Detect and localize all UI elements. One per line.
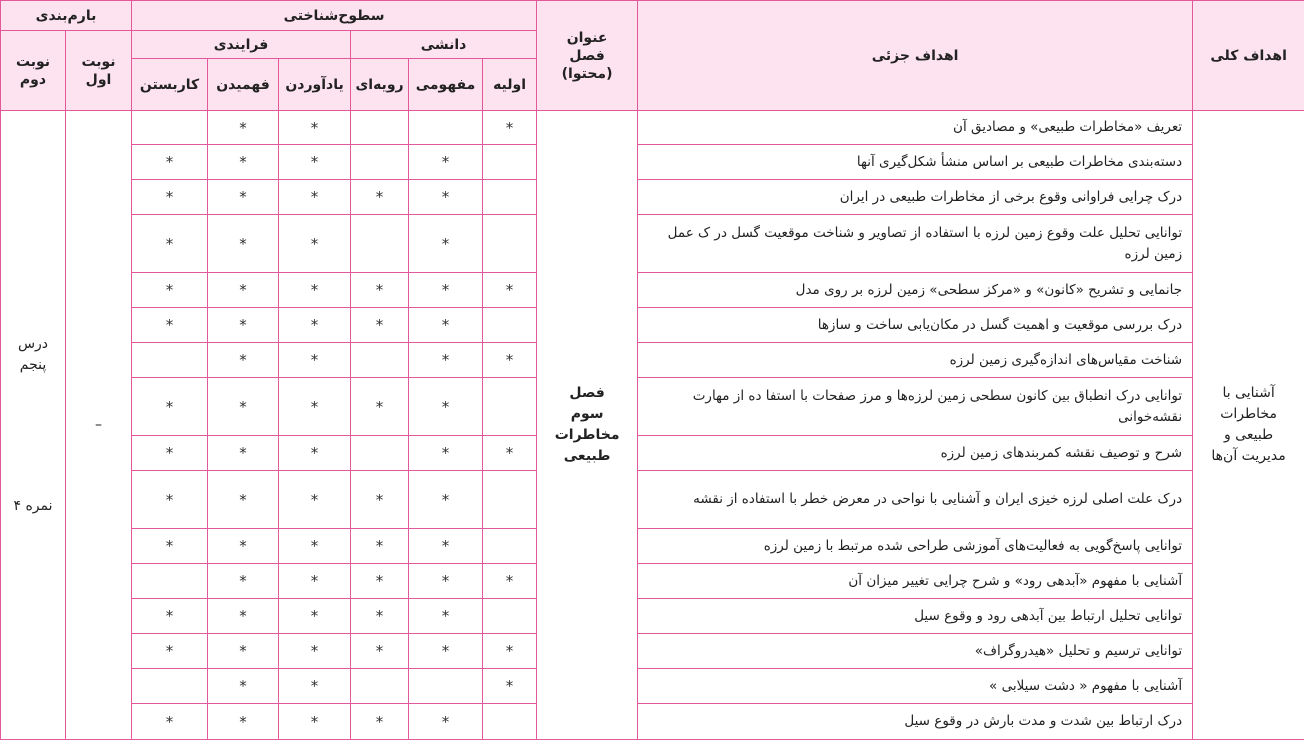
level-mark: *	[279, 436, 351, 471]
level-mark: *	[132, 436, 208, 471]
level-mark: *	[409, 634, 483, 669]
level-mark: *	[208, 599, 279, 634]
level-mark: *	[132, 471, 208, 529]
level-mark	[351, 343, 409, 378]
sub-goal-text: توانایی پاسخ‌گویی به فعالیت‌های آموزشی طراحی شده مرتبط با زمین لرزه	[638, 529, 1193, 564]
sub-goal-text: درک علت اصلی لرزه خیزی ایران و آشنایی با نواحی در معرض خطر با استفاده از نقشه	[638, 471, 1193, 529]
sub-goal-text: درک چرایی فراوانی وقوع برخی از مخاطرات طبیعی در ایران	[638, 180, 1193, 215]
level-mark: *	[279, 634, 351, 669]
sub-goal-text: توانایی تحلیل علت وقوع زمین لرزه با استفاده از تصاویر و شناخت موقعیت گسل در ک عمل زمین لرزه	[638, 215, 1193, 273]
level-mark	[132, 111, 208, 145]
level-mark: *	[279, 308, 351, 343]
level-mark: *	[208, 529, 279, 564]
level-mark: *	[208, 471, 279, 529]
level-mark: *	[208, 436, 279, 471]
level-mark: *	[351, 634, 409, 669]
level-mark: *	[409, 180, 483, 215]
level-mark	[483, 180, 537, 215]
sub-goal-text: دسته‌بندی مخاطرات طبیعی بر اساس منشأ شکل‌گیری آنها	[638, 145, 1193, 180]
level-mark	[483, 378, 537, 436]
level-mark: *	[132, 634, 208, 669]
sub-goal-text: شناخت مقیاس‌های اندازه‌گیری زمین لرزه	[638, 343, 1193, 378]
general-goals-header: اهداف کلی	[1193, 1, 1304, 111]
level-mark	[351, 669, 409, 704]
level-mark: *	[351, 308, 409, 343]
table-row	[1, 704, 1304, 740]
sub-goal-text: تعریف «مخاطرات طبیعی» و مصادیق آن	[638, 111, 1193, 145]
level-mark: *	[351, 704, 409, 740]
general-goal-cell	[1193, 111, 1304, 740]
understanding-header: فهمیدن	[208, 59, 279, 111]
cognitive-levels-header: سطوح‌شناختی	[132, 1, 537, 31]
level-mark: *	[208, 669, 279, 704]
table-row	[1, 273, 1304, 308]
level-mark: *	[409, 343, 483, 378]
level-mark: *	[483, 273, 537, 308]
level-mark: *	[409, 145, 483, 180]
chapter-title: فصل سوم مخاطرات طبیعی	[554, 385, 620, 464]
level-mark: *	[279, 471, 351, 529]
level-mark: *	[132, 308, 208, 343]
level-mark: *	[208, 704, 279, 740]
remembering-header: یادآوردن	[279, 59, 351, 111]
table-row	[1, 145, 1304, 180]
level-mark: *	[351, 471, 409, 529]
spacer	[1, 376, 65, 496]
level-mark: *	[409, 564, 483, 599]
term-first-header	[66, 31, 132, 111]
level-mark: *	[351, 564, 409, 599]
lesson-label: درس پنجم	[17, 335, 49, 373]
level-mark	[351, 145, 409, 180]
level-mark: *	[409, 471, 483, 529]
table-row	[1, 564, 1304, 599]
level-mark	[483, 599, 537, 634]
level-mark: *	[208, 111, 279, 145]
level-mark	[351, 215, 409, 273]
grading-header: بارم‌بندی	[1, 1, 132, 31]
level-mark: *	[483, 669, 537, 704]
level-mark: *	[351, 599, 409, 634]
level-mark: *	[279, 599, 351, 634]
table-row	[1, 669, 1304, 704]
level-mark: *	[483, 436, 537, 471]
level-mark: *	[279, 564, 351, 599]
level-mark	[483, 471, 537, 529]
table-row	[1, 215, 1304, 273]
level-mark: *	[279, 669, 351, 704]
level-mark: *	[132, 529, 208, 564]
level-mark	[483, 145, 537, 180]
level-mark: *	[132, 273, 208, 308]
level-mark	[409, 111, 483, 145]
level-mark: *	[351, 180, 409, 215]
sub-goal-text: آشنایی با مفهوم «آبدهی رود» و شرح چرایی تغییر میزان آن	[638, 564, 1193, 599]
level-mark: *	[208, 378, 279, 436]
sub-goals-header: اهداف جزئی	[638, 1, 1193, 111]
level-mark	[483, 308, 537, 343]
chapter-title-header-text: عنوان فصل (محتوا)	[561, 29, 613, 82]
sub-goal-text: شرح و توصیف نقشه کمربندهای زمین لرزه	[638, 436, 1193, 471]
table-row	[1, 378, 1304, 436]
sub-goal-text: توانایی ترسیم و تحلیل «هیدروگراف»	[638, 634, 1193, 669]
level-mark: *	[483, 343, 537, 378]
chapter-title-header	[537, 1, 638, 111]
table-row	[1, 111, 1304, 145]
level-mark: *	[208, 180, 279, 215]
sub-goal-text: درک ارتباط بین شدت و مدت بارش در وقوع سیل	[638, 704, 1193, 740]
level-mark: *	[483, 564, 537, 599]
level-mark: *	[132, 180, 208, 215]
table-row	[1, 471, 1304, 529]
level-mark	[351, 436, 409, 471]
table-row	[1, 634, 1304, 669]
score-label: ۴ نمره	[13, 497, 53, 514]
knowledge-header: دانشی	[351, 31, 537, 59]
level-mark: *	[409, 599, 483, 634]
level-mark: *	[483, 111, 537, 145]
level-mark: *	[279, 180, 351, 215]
procedural-header: رویه‌ای	[351, 59, 409, 111]
level-mark: *	[279, 529, 351, 564]
level-mark: *	[208, 273, 279, 308]
level-mark	[483, 529, 537, 564]
level-mark: *	[409, 704, 483, 740]
level-mark: *	[132, 599, 208, 634]
level-mark: *	[409, 378, 483, 436]
term-second-cell	[1, 111, 66, 740]
process-header: فرایندی	[132, 31, 351, 59]
level-mark: *	[132, 145, 208, 180]
term-second-header	[1, 31, 66, 111]
level-mark: *	[208, 343, 279, 378]
level-mark: *	[279, 343, 351, 378]
level-mark: *	[279, 111, 351, 145]
sub-goal-text: توانایی درک انطباق بین کانون سطحی زمین لرزه‌ها و مرز صفحات با استفا ده از مهارت نقشه‌خوانی	[638, 378, 1193, 436]
table-row	[1, 180, 1304, 215]
application-header: کاربستن	[132, 59, 208, 111]
level-mark	[351, 111, 409, 145]
level-mark: *	[208, 215, 279, 273]
level-mark: *	[279, 704, 351, 740]
level-mark: *	[279, 215, 351, 273]
table-body	[1, 111, 1304, 740]
sub-goal-text: توانایی تحلیل ارتباط بین آبدهی رود و وقوع سیل	[638, 599, 1193, 634]
level-mark: *	[409, 436, 483, 471]
level-mark: *	[279, 145, 351, 180]
chapter-cell	[537, 111, 638, 740]
table-row	[1, 599, 1304, 634]
general-goal-text: آشنایی با مخاطرات طبیعی و مدیریت آن‌ها	[1211, 385, 1286, 464]
level-mark: *	[483, 634, 537, 669]
level-mark: *	[208, 145, 279, 180]
sub-goal-text: درک بررسی موقعیت و اهمیت گسل در مکان‌یابی ساخت و سازها	[638, 308, 1193, 343]
level-mark: *	[409, 273, 483, 308]
table-row	[1, 529, 1304, 564]
primary-header: اولیه	[483, 59, 537, 111]
sub-goal-text: جانمایی و تشریح «کانون» و «مرکز سطحی» زمین لرزه بر روی مدل	[638, 273, 1193, 308]
level-mark	[132, 669, 208, 704]
level-mark	[132, 564, 208, 599]
level-mark: *	[132, 704, 208, 740]
sub-goal-text: آشنایی با مفهوم « دشت سیلابی »	[638, 669, 1193, 704]
table-row	[1, 343, 1304, 378]
level-mark: *	[351, 529, 409, 564]
level-mark: *	[351, 378, 409, 436]
level-mark: *	[279, 273, 351, 308]
level-mark	[483, 215, 537, 273]
term-second-text: نوبت دوم	[15, 53, 51, 88]
term-first-text: نوبت اول	[81, 53, 116, 88]
level-mark: *	[208, 308, 279, 343]
level-mark: *	[409, 529, 483, 564]
level-mark: *	[351, 273, 409, 308]
level-mark: *	[208, 564, 279, 599]
level-mark: *	[132, 215, 208, 273]
table-row	[1, 436, 1304, 471]
level-mark	[483, 704, 537, 740]
term-first-cell: –	[66, 111, 132, 740]
level-mark	[132, 343, 208, 378]
level-mark: *	[279, 378, 351, 436]
level-mark: *	[409, 215, 483, 273]
table-row	[1, 308, 1304, 343]
level-mark: *	[132, 378, 208, 436]
level-mark: *	[409, 308, 483, 343]
level-mark: *	[208, 634, 279, 669]
conceptual-header: مفهومی	[409, 59, 483, 111]
level-mark	[409, 669, 483, 704]
